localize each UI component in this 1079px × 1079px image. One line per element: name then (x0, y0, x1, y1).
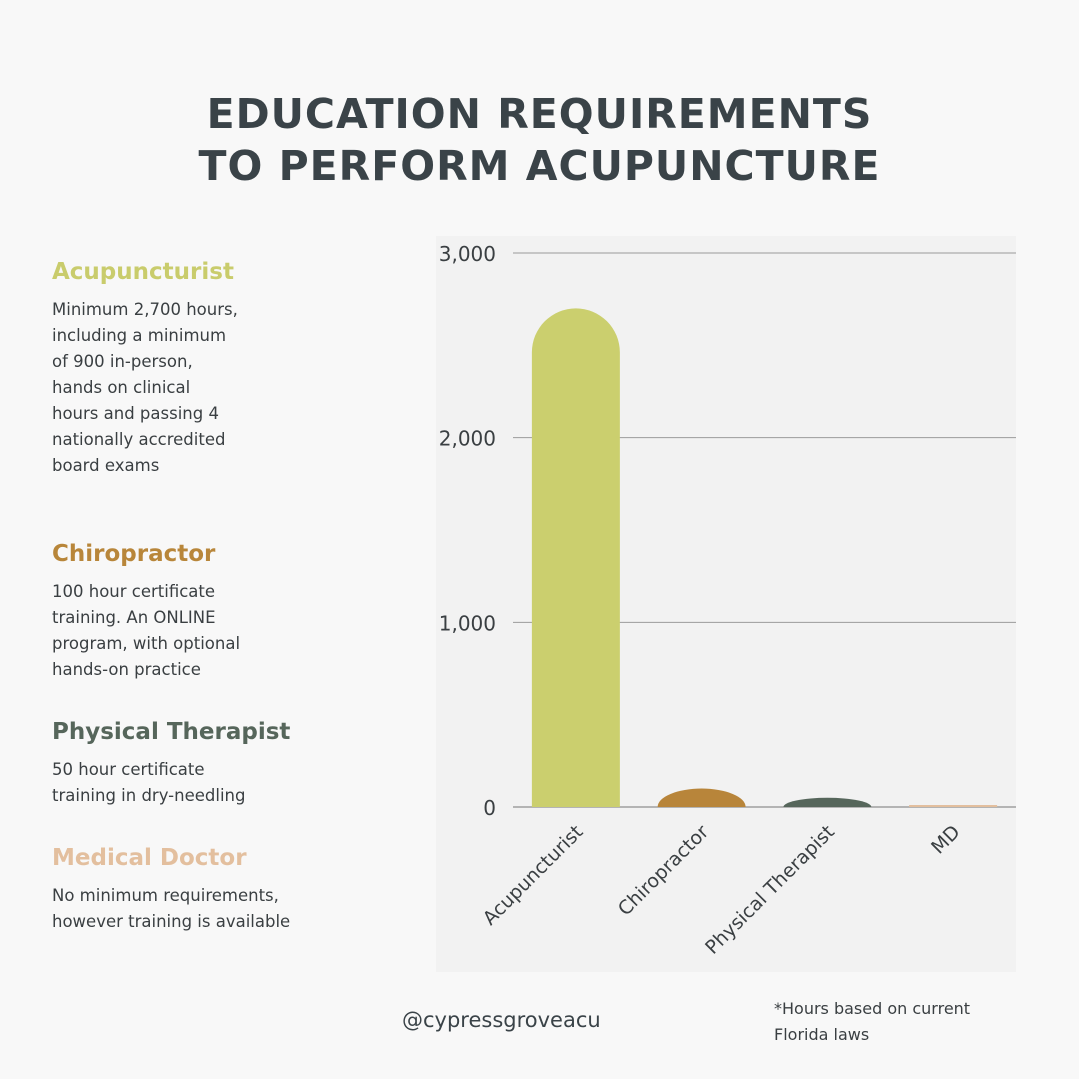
section-heading-medical-doctor: Medical Doctor (52, 845, 247, 871)
section-acupuncturist (52, 258, 382, 479)
y-tick-label: 1,000 (438, 611, 496, 636)
y-tick-label: 2,000 (438, 426, 496, 451)
footnote-line-1: *Hours based on current (774, 999, 971, 1018)
footnote (774, 996, 970, 1048)
x-tick-label: Acupuncturist (478, 820, 588, 930)
footnote-line-2: Florida laws (774, 1025, 870, 1044)
section-body-physical-therapist (52, 757, 382, 809)
section-body-chiropractor (52, 579, 382, 683)
body-line: No minimum requirements, (52, 886, 279, 905)
body-line: hours and passing 4 (52, 404, 219, 423)
body-line: of 900 in-person, (52, 352, 193, 371)
y-tick-label: 0 (483, 796, 496, 820)
body-line: Minimum 2,700 hours, (52, 300, 238, 319)
x-tick-label: Chiropractor (613, 820, 714, 921)
body-line: hands on clinical (52, 378, 191, 397)
body-line: however training is available (52, 912, 291, 931)
social-handle: @cypressgroveacu (402, 1008, 601, 1032)
body-line: 100 hour certificate (52, 582, 216, 601)
page-title (0, 88, 1079, 192)
body-line: nationally accredited (52, 430, 226, 449)
y-tick-label: 3,000 (438, 242, 496, 266)
plot-background (436, 236, 1016, 972)
section-medical-doctor (52, 844, 382, 935)
body-line: including a minimum (52, 326, 227, 345)
body-line: program, with optional (52, 634, 241, 653)
section-heading-acupuncturist: Acupuncturist (52, 259, 234, 285)
section-body-medical-doctor (52, 883, 382, 935)
section-chiropractor (52, 540, 382, 683)
x-tick-label: MD (927, 820, 965, 859)
body-line: board exams (52, 456, 160, 475)
bar-chart (436, 236, 1016, 972)
body-line: 50 hour certificate (52, 760, 205, 779)
section-heading-physical-therapist: Physical Therapist (52, 719, 291, 745)
title-line-2: TO PERFORM ACUPUNCTURE (198, 142, 881, 190)
bar (532, 308, 620, 807)
body-line: training. An ONLINE (52, 608, 216, 627)
section-heading-chiropractor: Chiropractor (52, 541, 216, 567)
body-line: hands-on practice (52, 660, 201, 679)
bar (909, 805, 997, 807)
section-physical-therapist (52, 718, 382, 809)
x-tick-label: Physical Therapist (701, 820, 839, 959)
title-line-1: EDUCATION REQUIREMENTS (206, 90, 873, 138)
section-body-acupuncturist (52, 297, 382, 479)
body-line: training in dry-needling (52, 786, 246, 805)
